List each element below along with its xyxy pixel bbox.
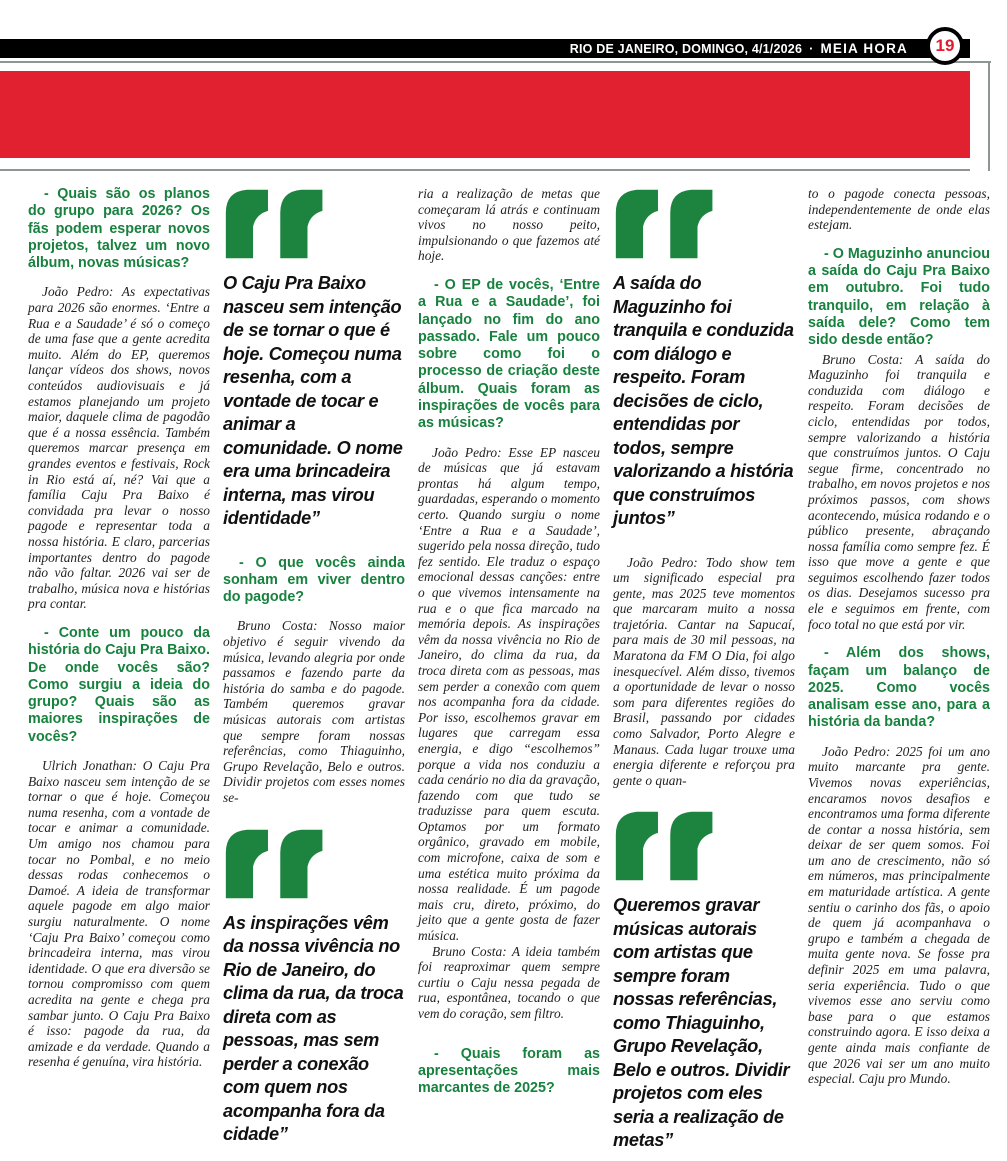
interview-question: - Quais são os planos do grupo para 2026? Os fãs podem esperar novos projetos, talvez um novo álbum, novas músicas? bbox=[28, 186, 210, 272]
column-5 bbox=[808, 186, 990, 1161]
header-rule bbox=[0, 61, 991, 63]
folio-dateline: RIO DE JANEIRO, DOMINGO, 4/1/2026 bbox=[569, 41, 803, 56]
column-2 bbox=[223, 186, 405, 1161]
folio-separator: · bbox=[809, 41, 814, 56]
page-edge-rule bbox=[988, 61, 990, 171]
page-number: 19 bbox=[935, 36, 955, 55]
interview-answer: João Pedro: As expectativas para 2026 são enormes. ‘Entre a Rua e a Saudade’ é só o começo de uma fase que a gente acredita muito. Além do EP, queremos lançar vídeos dos shows, novos conteúdos audiovisuais e já estamos planejando um projeto maior, daquele clima de pagodão que é a nossa essência. Também queremos marcar presença em grandes eventos e festivais, Rock in Rio está aí, né? Vai que a família Caju Pra Baixo é convidada pra levar o nosso pagode e representar toda a nossa história. E claro, parcerias importantes dentro do pagode não vão faltar. 2026 vai ser de trabalho, música nova e histórias pra contar. bbox=[28, 284, 210, 612]
red-banner bbox=[0, 71, 970, 158]
open-quote-icon bbox=[613, 810, 717, 882]
interview-question: - Além dos shows, façam um balanço de 2025. Como vocês analisam esse ano, para a história da banda? bbox=[808, 645, 990, 731]
column-4 bbox=[613, 186, 795, 1161]
interview-question: - Conte um pouco da história do Caju Pra Baixo. De onde vocês são? Como surgiu a ideia do grupo? Quais são as maiores inspirações de vocês? bbox=[28, 624, 210, 745]
interview-answer: Ulrich Jonathan: O Caju Pra Baixo nasceu sem intenção de se tornar o que é hoje. Começou numa resenha, com a vontade de tocar e animar a comunidade. Um amigo nos chamou para tocar no Pombal, e no meio dessas rodas conhecemos o Damoé. A ideia de transformar aquele pagode em algo maior surgiu naturalmente. O nome ‘Caju Pra Baixo’ começou como brincadeira interna, mas virou identidade. O que era diversão se tornou compromisso com quem acredita na gente e chega pra sambar junto. O Caju Pra Baixo é isso: pagode da rua, da amizade e da verdade. Quando a resenha é genuína, vira história. bbox=[28, 758, 210, 1070]
interview-question: - Quais foram as apresentações mais marcantes de 2025? bbox=[418, 1045, 600, 1097]
interview-question: - O Maguzinho anunciou a saída do Caju Pra Baixo em outubro. Foi tudo tranquilo, em relação à saída dele? Como tem sido desde então? bbox=[808, 245, 990, 349]
top-folio-bar bbox=[0, 39, 970, 58]
interview-answer: João Pedro: 2025 foi um ano muito marcante pra gente. Vivemos novas experiências, encaramos novos desafios e encontramos uma forma diferente de contar a nossa história, sem deixar de ser quem somos. Foi um ano de crescimento, não só em números, mas principalmente em maturidade artística. A gente sentiu o carinho dos fãs, o apoio de quem já acompanhava o grupo e também a chegada de muita gente nova. Se fosse pra definir 2025 em uma palavra, seria experiência. Tudo o que vivemos esse ano serviu como base para o que estamos construindo agora. E isso deixa a gente ainda mais confiante de que 2026 vai ser um ano muito especial. Caju pro Mundo. bbox=[808, 743, 990, 1087]
interview-answer: Bruno Costa: A saída do Maguzinho foi tranquila e conduzida com diálogo e respeito. Foram decisões de ciclo, entendidas por todos, sempre valorizando a história que construímos juntos. O Caju segue firme, concentrado no trabalho, em novos projetos e nos próximos passos, com shows acontecendo, música rodando e o público presente, abraçando nossa família como sempre fez. É isso que move a gente e que seguimos escolhendo fazer todos os dias. Desejamos sucesso pra ele e seguimos em frente, com foco total no que está por vir. bbox=[808, 351, 990, 632]
interview-answer: Bruno Costa: Nosso maior objetivo é seguir vivendo da música, levando alegria por onde passamos e fazendo parte da história do samba e do pagode. Também queremos gravar músicas autorais com artistas que sempre foram nossas referências, como Thiaguinho, Grupo Revelação, Belo e outros. Dividir projetos com esses nomes se- bbox=[223, 618, 405, 805]
interview-answer: Bruno Costa: A ideia também foi reaproximar quem sempre curtiu o Caju nessa pegada de rua, espontânea, tocando o que vem do coração, sem filtro. bbox=[418, 943, 600, 1022]
column-1 bbox=[28, 186, 210, 1161]
page-number-badge bbox=[926, 27, 964, 65]
interview-question: - O que vocês ainda sonham em viver dentro do pagode? bbox=[223, 554, 405, 606]
open-quote-icon bbox=[223, 828, 327, 900]
pull-quote: O Caju Pra Baixo nasceu sem intenção de se tornar o que é hoje. Começou numa resenha, com a vontade de tocar e animar a comunidade. O nome era uma brincadeira interna, mas virou identidade” bbox=[223, 273, 403, 528]
pull-quote: A saída do Maguzinho foi tranquila e conduzida com diálogo e respeito. Foram decisões de ciclo, entendidas por todos, sempre valorizando a história que construímos juntos” bbox=[613, 273, 794, 528]
open-quote-icon bbox=[613, 188, 717, 260]
pull-quote: As inspirações vêm da nossa vivência no Rio de Janeiro, do clima da rua, da troca direta com as pessoas, mas sem perder a conexão com quem nos acompanha fora da cidade” bbox=[223, 912, 404, 1145]
open-quote-icon bbox=[223, 188, 327, 260]
newspaper-brand: MEIA HORA bbox=[820, 41, 908, 56]
interview-answer-continued: to o pagode conecta pessoas, independentemente de onde elas estejam. bbox=[808, 186, 990, 233]
interview-answer-continued: ria a realização de metas que começaram lá atrás e continuam vivos no nosso peito, impulsionando o que fazemos até hoje. bbox=[418, 186, 600, 264]
interview-question: - O EP de vocês, ‘Entre a Rua e a Saudade’, foi lançado no fim do ano passado. Fale um pouco sobre como foi o processo de criação deste álbum. Quais foram as inspirações de vocês para as músicas? bbox=[418, 276, 600, 432]
column-3 bbox=[418, 186, 600, 1161]
article-body bbox=[28, 186, 990, 1161]
interview-answer: João Pedro: Todo show tem um significado especial pra gente, mas 2025 teve momentos que marcaram muito a nossa trajetória. Cantar na Sapucaí, para mais de 30 mil pessoas, na Maratona da FM O Dia, foi algo inesquecível. Além disso, tivemos a oportunidade de levar o nosso som para diferentes regiões do Brasil, passando por cidades como Salvador, Porto Alegre e Manaus. Cada lugar trouxe uma energia diferente e reforçou pra gente o quan- bbox=[613, 554, 795, 788]
interview-answer: João Pedro: Esse EP nasceu de músicas que já estavam prontas há algum tempo, guardadas, esperando o momento certo. Quando surgiu o nome ‘Entre a Rua e a Saudade’, sugerido pela nossa direção, tudo fez sentido. Ele traduz o espaço emocional dessas canções: entre o que vivemos intensamente na rua e o que fica marcado na memória depois. As inspirações vêm da nossa vivência no Rio de Janeiro, do clima da rua, da troca direta com as pessoas, mas sem perder a conexão com quem nos acompanha fora da cidade. Por isso, escolhemos gravar em lugares que carregam essa energia, e digo “escolhemos” porque a vida nos conduziu a cada cenário no dia da gravação, fazendo com que tudo se traduzisse para quem escuta. Optamos por um formato orgânico, gravado em mobile, com microfone, caixa de som e uma estética muito próxima da nossa realidade. É um pagode mais cru, direto, próximo, do jeito que a gente gosta de fazer música. bbox=[418, 444, 600, 944]
banner-rule bbox=[0, 169, 970, 171]
pull-quote: Queremos gravar músicas autorais com artistas que sempre foram nossas referências, como Thiaguinho, Grupo Revelação, Belo e outros. Dividir projetos com eles seria a realização de metas” bbox=[613, 895, 790, 1151]
